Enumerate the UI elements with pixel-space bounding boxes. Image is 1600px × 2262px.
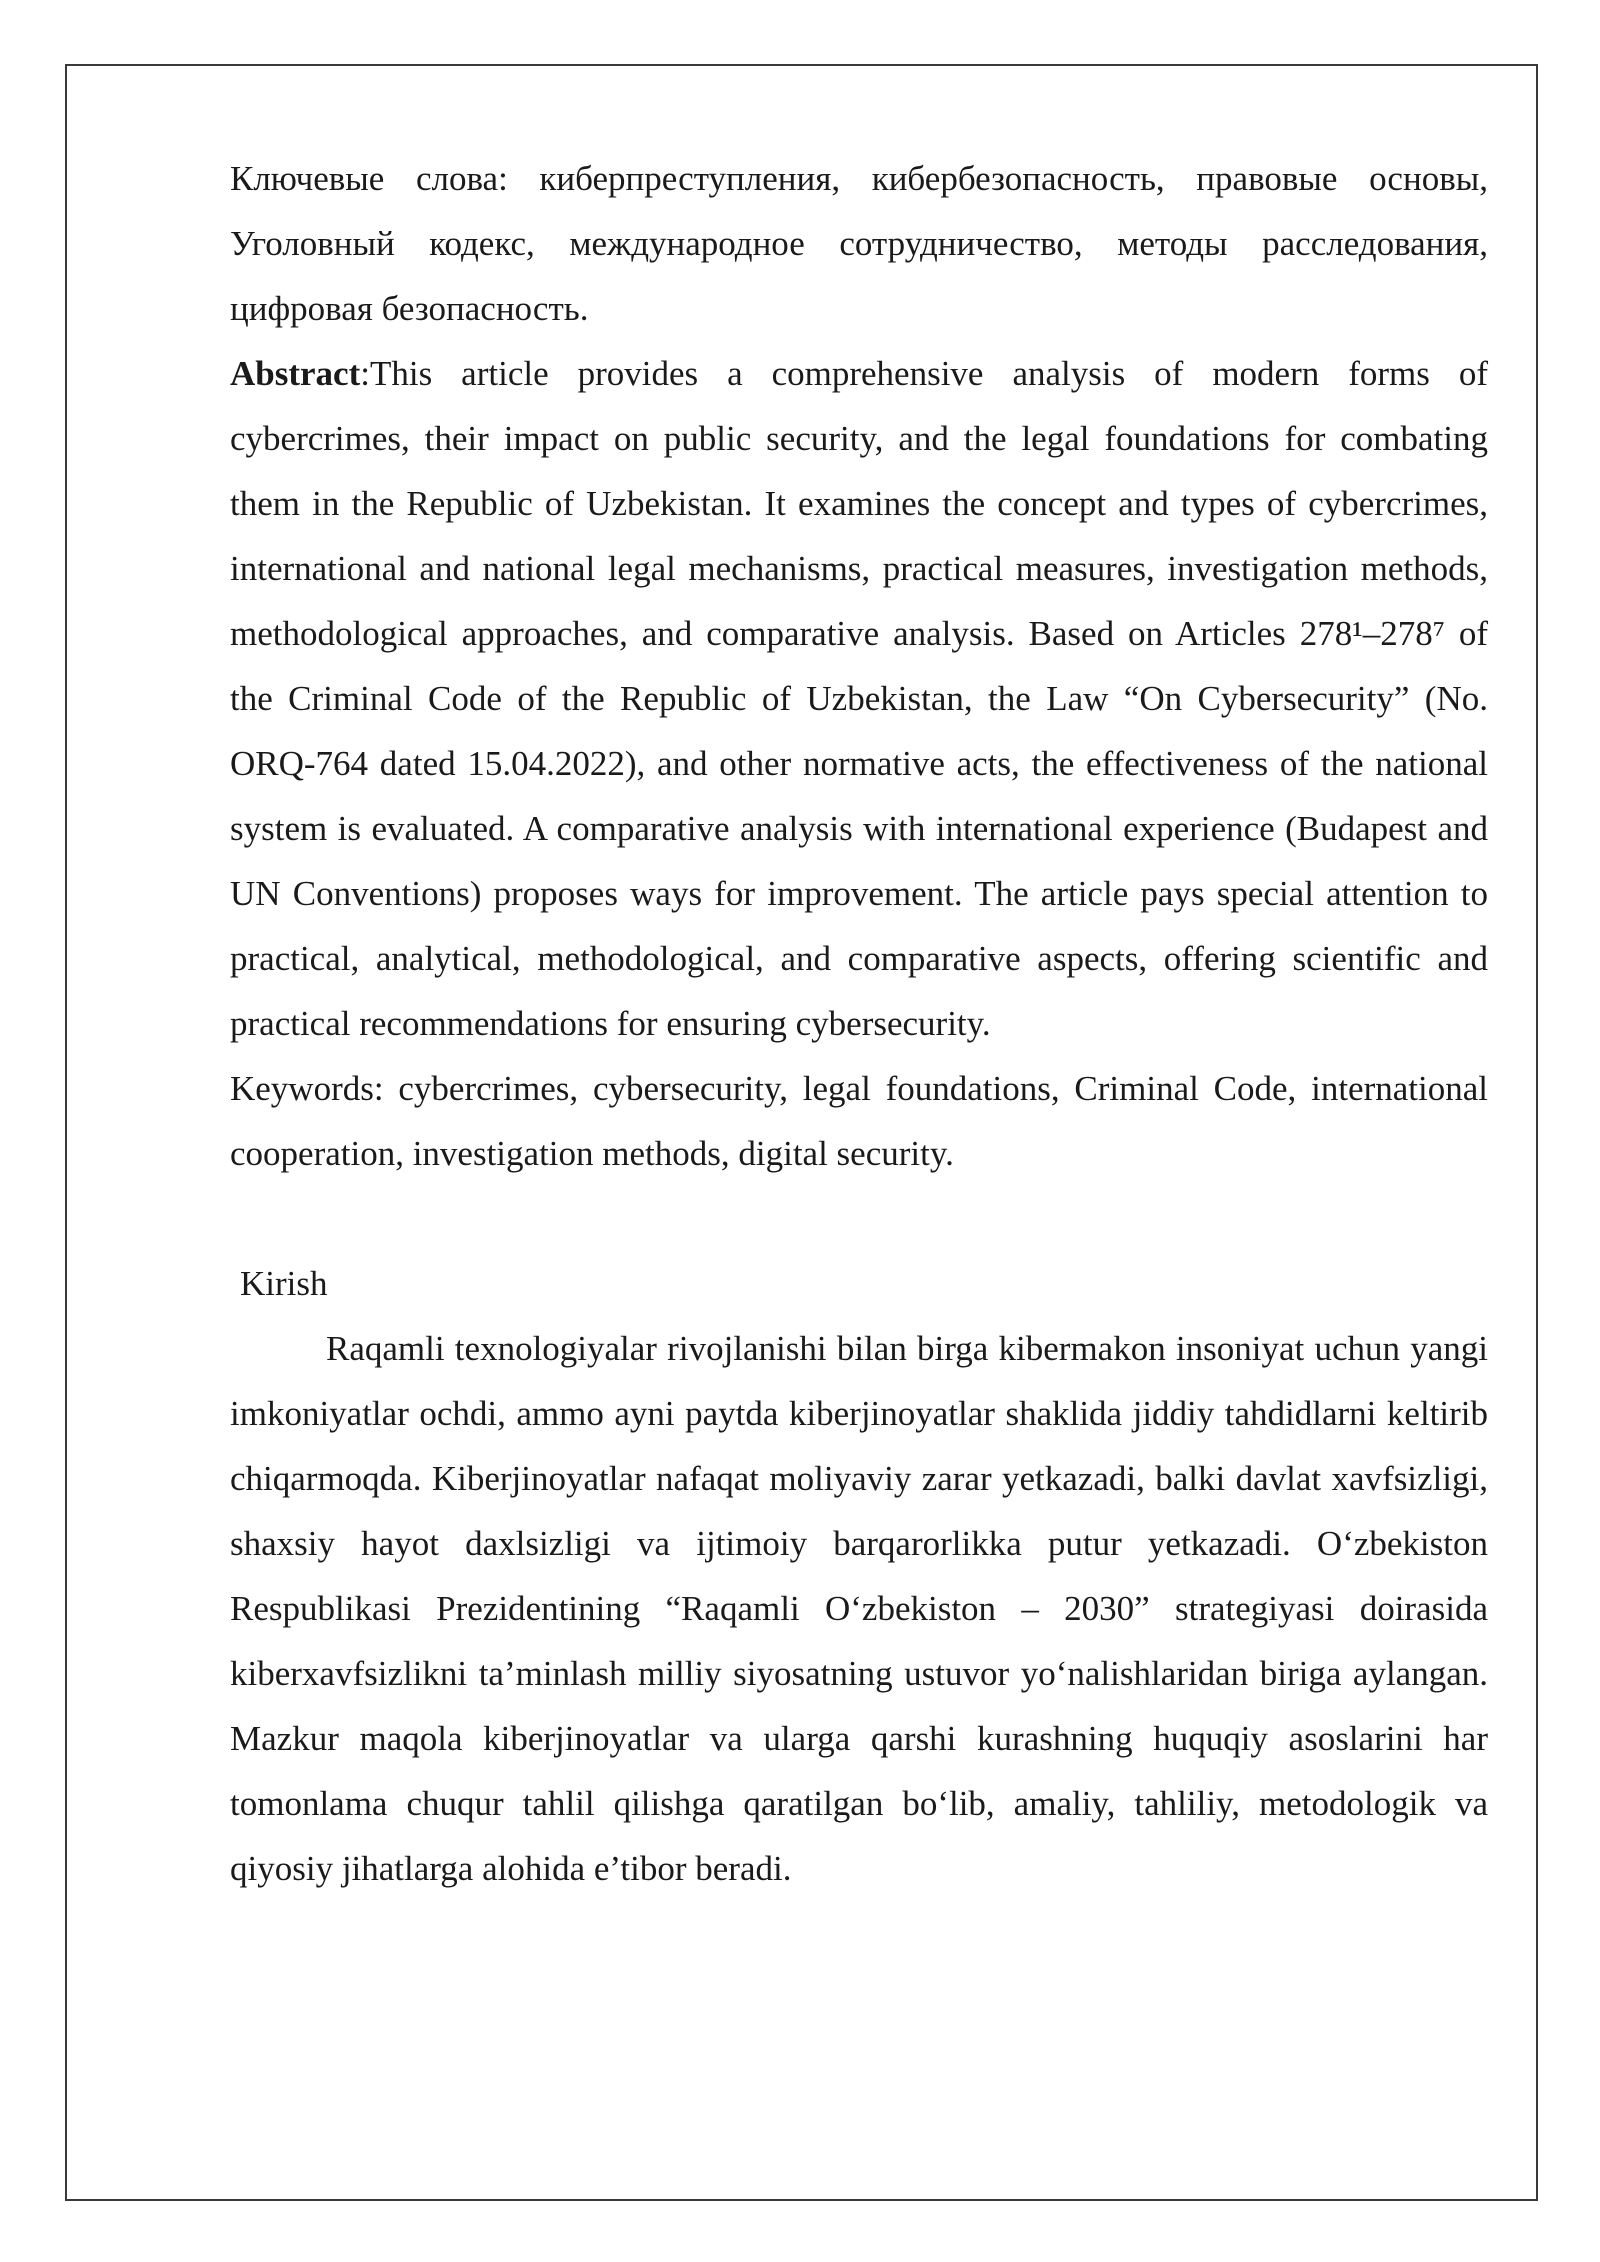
intro-paragraph: Raqamli texnologiyalar rivojlanishi bilan birga kibermakon insoniyat uchun yangi imkoniyatlar ochdi, ammo ayni paytda kiberjinoyatlar shaklida jiddiy tahdidlarni keltirib chiqarmoqda. Kiberjinoyatlar nafaqat moliyaviy zarar yetkazadi, balki davlat xavfsizligi, shaxsiy hayot daxlsizligi va ijtimoiy barqarorlikka putur yetkazadi. Oʻzbekiston Respublikasi Prezidentining “Raqamli Oʻzbekiston – 2030” strategiyasi doirasida kiberxavfsizlikni ta’minlash milliy siyosatning ustuvor yoʻnalishlaridan biriga aylangan. Mazkur maqola kiberjinoyatlar va ularga qarshi kurashning huquqiy asoslarini har tomonlama chuqur tahlil qilishga qaratilgan boʻlib, amaliy, tahliliy, metodologik va qiyosiy jihatlarga alohida e’tibor beradi. [230, 1329, 1488, 1888]
abstract-text: :This article provides a comprehensive analysis of modern forms of cybercrimes, their impact on public security, and the legal foundations for combating them in the Republic of Uzbekistan. It examines the concept and types of cybercrimes, international and national legal mechanisms, practical measures, investigation methods, methodological approaches, and comparative analysis. Based on Articles 278¹–278⁷ of the Criminal Code of the Republic of Uzbekistan, the Law “On Cybersecurity” (No. ORQ-764 dated 15.04.2022), and other normative acts, the effectiveness of the national system is evaluated. A comparative analysis with international experience (Budapest and UN Conventions) proposes ways for improvement. The article pays special attention to practical, analytical, methodological, and comparative aspects, offering scientific and practical recommendations for ensuring cybersecurity. [230, 354, 1488, 1043]
russian-keywords: Ключевые слова: киберпреступления, кибербезопасность, правовые основы, Уголовный кодекс, международное сотрудничество, методы расследования, цифровая безопасность. [230, 159, 1488, 328]
english-keywords: Keywords: cybercrimes, cybersecurity, legal foundations, Criminal Code, international cooperation, investigation methods, digital security. [230, 1069, 1488, 1173]
document-body [230, 146, 1488, 1901]
abstract-label: Abstract [230, 354, 361, 393]
blank-line [230, 1186, 1488, 1251]
section-heading: Kirish [240, 1264, 328, 1303]
abstract-paragraph [230, 341, 1488, 1056]
